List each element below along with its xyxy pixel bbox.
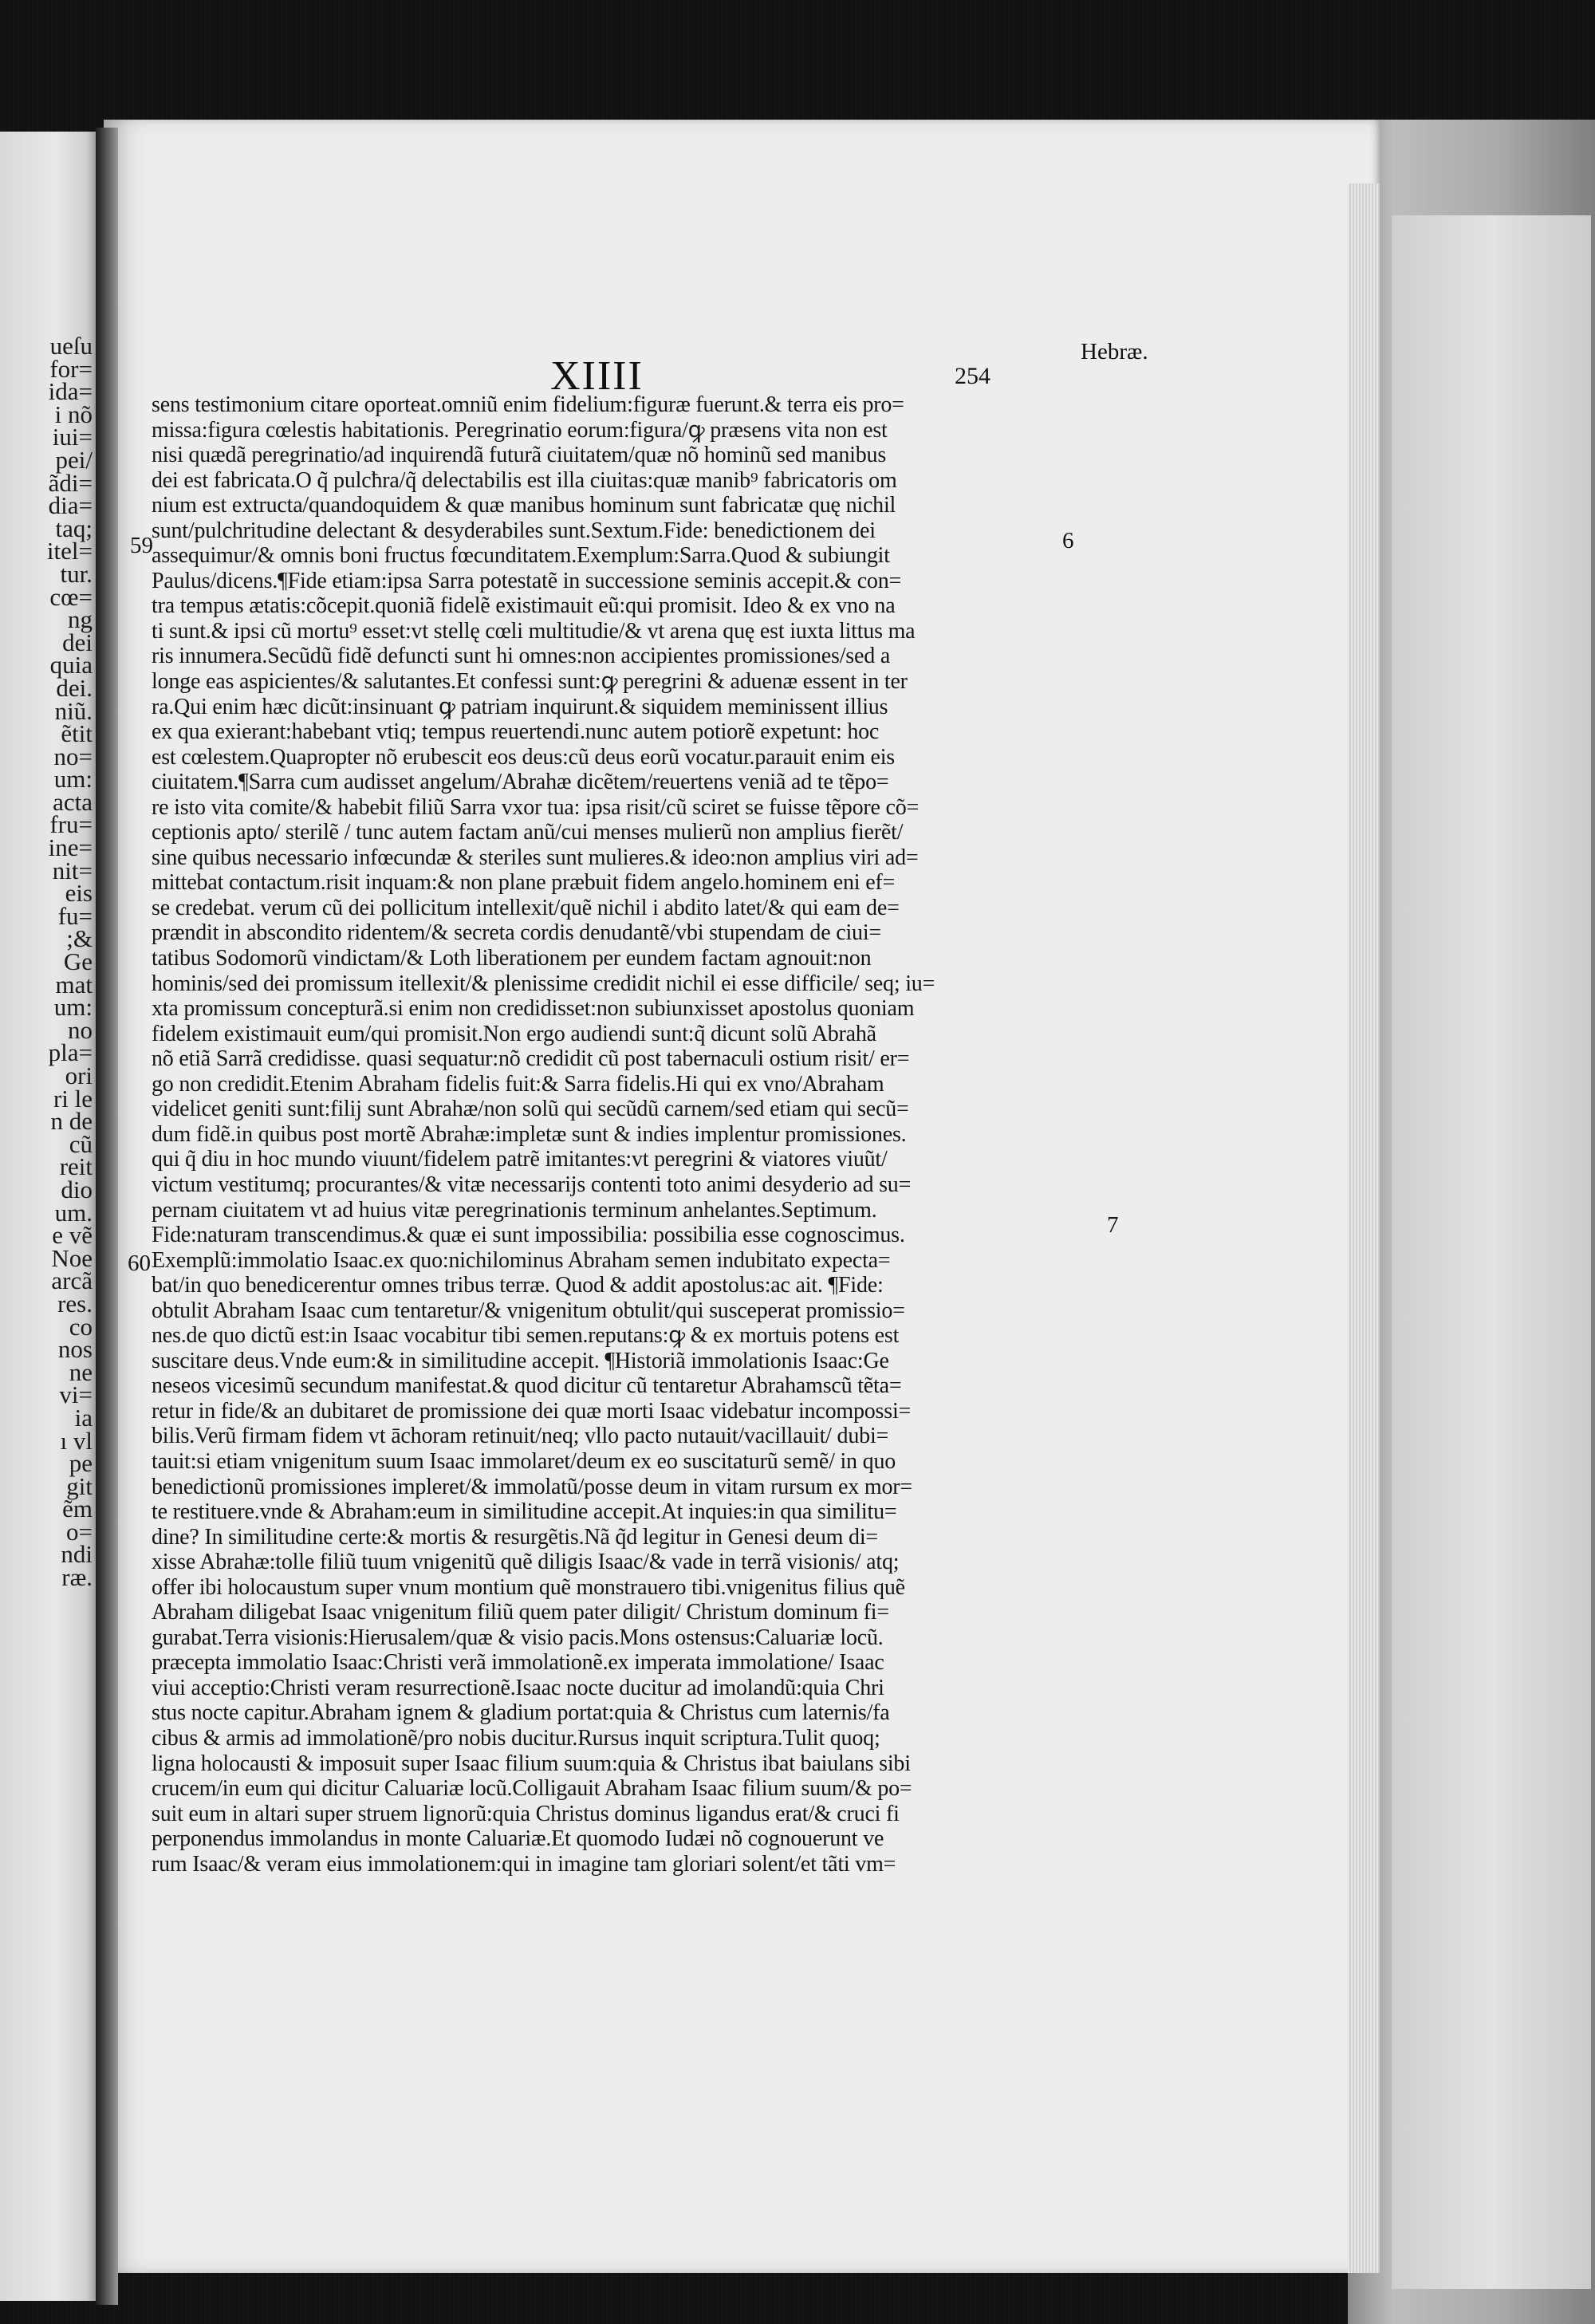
text-line: dine? In similitudine certe:& mortis & resurgẽtis.Nã q̃d legitur in Genesi deum di= <box>152 1524 879 1550</box>
text-line: victum vestitumq; procurantes/& vitæ necessarijs contenti toto animi desyderio ad su= <box>152 1172 912 1197</box>
text-line: crucem/in eum qui dicitur Caluariæ locũ.Colligauit Abraham Isaac filium suum/& po= <box>152 1776 912 1802</box>
text-line: mittebat contactum.risit inquam:& non plane præbuit fidem angelo.hominem eni ef= <box>152 870 896 896</box>
previous-page-fragment: n de <box>50 1107 93 1136</box>
margin-number-right-bottom: 7 <box>1107 1212 1119 1238</box>
text-line: suscitare deus.Vnde eum:& in similitudine accepit. ¶Historiã immolationis Isaac:Ge <box>152 1348 889 1373</box>
text-line: tra tempus ætatis:cõcepit.quoniã fidelẽ existimauit eũ:qui promisit. Ideo & ex vno na <box>152 593 896 619</box>
previous-page-fragment: iui= <box>52 423 93 451</box>
previous-page-fragment: reit <box>59 1152 93 1181</box>
text-line: suit eum in altari super struem lignorũ:quia Christus dominus ligandus erat/& cruci fi <box>152 1801 900 1826</box>
previous-page-fragment: ;& <box>66 924 93 953</box>
text-line: sunt/pulchritudine delectant & desyderabiles sunt.Sextum.Fide: benedictionem dei <box>152 518 876 543</box>
text-line: videlicet geniti sunt:filij sunt Abrahæ/non solũ qui secũdũ carnem/sed etiam qui secũ= <box>152 1097 909 1122</box>
text-line: nes.de quo dictũ est:in Isaac vocabitur tibi semen.reputans:ꝙ & ex mortuis potens est <box>152 1323 900 1349</box>
previous-page-fragment: co <box>69 1312 93 1341</box>
previous-page-fragment: ne <box>69 1357 93 1386</box>
previous-page-fragment: ãdi= <box>48 468 93 497</box>
text-line: ris innumera.Secũdũ fidẽ defuncti sunt hi omnes:non accipientes promissiones/sed a <box>152 644 891 669</box>
page-stack-edges <box>1348 183 1380 2273</box>
text-line: bat/in quo benedicerentur omnes tribus terræ. Quod & addit apostolus:ac ait. ¶Fide: <box>152 1273 884 1298</box>
text-line: hominis/sed dei promissum itellexit/& plenissime credidit nichil ei esse difficile/ seq; iu= <box>152 971 935 996</box>
text-line: gurabat.Terra visionis:Hierusalem/quæ & visio pacis.Mons ostensus:Caluariæ locũ. <box>152 1625 884 1650</box>
text-line: benedictionũ promissiones impleret/& immolatũ/posse deum in vitam rursum ex mor= <box>152 1474 912 1499</box>
text-line: tatibus Sodomorũ vindictam/& Loth liberationem per eundem factam agnouit:non <box>152 946 872 971</box>
text-line: re isto vita comite/& habebit filiũ Sarra vxor tua: ipsa risit/cũ sciret se fuisse tẽpore cõ= <box>152 794 920 820</box>
previous-page-fragment: um. <box>54 1198 93 1227</box>
previous-page-fragment: ræ. <box>61 1563 93 1592</box>
text-line: tauit:si etiam vnigenitum suum Isaac immolaret/deum ex eo suscitaturũ semẽ/ in quo <box>152 1448 896 1474</box>
previous-page-fragment: arcã <box>51 1266 93 1295</box>
previous-page-fragment: pei/ <box>55 445 93 474</box>
text-line: retur in fide/& an dubitaret de promissione dei quæ morti Isaac videbatur incompossi= <box>152 1398 912 1424</box>
text-line: pernam ciuitatem vt ad huius vitæ peregrinationis terminum anhelantes.Septimum. <box>152 1197 877 1223</box>
previous-page-fragment: ia <box>74 1403 93 1432</box>
previous-page-fragment: dei <box>62 628 93 656</box>
text-line: nõ etiã Sarrã credidisse. quasi sequatur:nõ credidit cũ post tabernaculi ostium risit/ er= <box>152 1046 910 1072</box>
previous-page-fragment: ida= <box>48 377 93 406</box>
text-line: ceptionis apto/ sterilẽ / tunc autem factam anũ/cui menses mulierũ non amplius fierẽt/ <box>152 820 904 845</box>
previous-page-fragment: o= <box>66 1517 93 1546</box>
text-line: missa:figura cœlestis habitationis. Peregrinatio eorum:figura/ꝙ præsens vita non est <box>152 417 888 443</box>
text-line: dei est fabricata.O q̃ pulcħra/q̃ delectabilis est illa ciuitas:quæ manib⁹ fabricatoris om <box>152 467 897 493</box>
previous-page-text-fragments <box>0 332 96 1592</box>
text-line: ra.Qui enim hæc dicũt:insinuant ꝙ patriam inquirunt.& siquidem meminissent illius <box>152 694 888 719</box>
text-line: est cœlestem.Quapropter nõ erubescit eos deus:cũ deus eorũ vocatur.parauit enim eis <box>152 744 895 770</box>
previous-page-fragment: um: <box>53 765 93 794</box>
text-line: perponendus immolandus in monte Caluariæ.Et quomodo Iudæi nõ cognouerunt ve <box>152 1826 884 1852</box>
previous-page-fragment: um: <box>53 993 93 1022</box>
previous-page-fragment: ẽm <box>62 1495 93 1523</box>
previous-page-fragment: mat <box>55 970 93 999</box>
text-line: longe eas aspicientes/& salutantes.Et confessi sunt:ꝙ peregrini & aduenæ essent in ter <box>152 669 908 695</box>
previous-page-fragment: no= <box>53 742 93 770</box>
previous-page-fragment: ueſu <box>49 332 93 360</box>
text-line: offer ibi holocaustum super vnum montium quẽ monstrauero tibi.vnigenitus filius quẽ <box>152 1574 905 1600</box>
previous-page-fragment: ı vl <box>60 1426 93 1455</box>
folio-numeral: XIIII <box>550 353 644 399</box>
text-line: ligna holocausti & imposuit super Isaac filium suum:quia & Christus ibat baiulans sibi <box>152 1751 911 1776</box>
page-number: 254 <box>955 363 990 389</box>
previous-page-fragment: dio <box>61 1175 93 1203</box>
text-line: dum fidẽ.in quibus post mortẽ Abrahæ:impletæ sunt & indies implentur promissiones. <box>152 1121 907 1147</box>
text-line: qui q̃ diu in hoc mundo viuunt/fidelem patrẽ imitantes:vt peregrini & viatores viuũt/ <box>152 1147 888 1172</box>
text-line: fidelem existimauit eum/qui promisit.Non ergo audiendi sunt:q̃ dicunt solũ Abrahã <box>152 1021 876 1046</box>
text-line: sens testimonium citare oporteat.omniũ enim fidelium:figuræ fuerunt.& terra eis pro= <box>152 392 904 417</box>
text-line: sine quibus necessario infœcundæ & steriles sunt mulieres.& ideo:non amplius viri ad= <box>152 845 919 870</box>
text-line: se credebat. verum cũ dei pollicitum intellexit/quẽ nichil i abdito latet/& qui eam de= <box>152 895 900 920</box>
previous-page-fragment: pe <box>69 1449 93 1478</box>
previous-page-fragment: taq; <box>55 514 93 542</box>
margin-number-left-bottom: 60 <box>128 1251 151 1276</box>
previous-page-fragment: ine= <box>48 833 93 862</box>
text-line: xisse Abrahæ:tolle filiũ tuum vnigenitũ quẽ diligis Isaac/& vade in terrã visionis/ atq; <box>152 1550 900 1575</box>
text-line: ex qua exierant:habebant vtiq; tempus reuertendi.nunc autem potiorẽ expetunt: hoc <box>152 719 880 745</box>
previous-page-fragment: fru= <box>49 810 93 839</box>
previous-page-fragment: itel= <box>46 537 93 565</box>
previous-page-fragment: fu= <box>57 901 93 930</box>
previous-page-fragment: i nõ <box>54 400 93 428</box>
text-line: Paulus/dicens.¶Fide etiam:ipsa Sarra potestatẽ in successione seminis accepit.& con= <box>152 568 902 593</box>
text-line: Fide:naturam transcendimus.& quæ ei sunt impossibilia: possibilia esse cognoscimus. <box>152 1223 905 1248</box>
text-line: xta promissum concepturã.si enim non credidisset:non subiunxisset apostolus quoniam <box>152 996 915 1022</box>
previous-page-fragment: cũ <box>69 1129 93 1158</box>
margin-number-left-top: 59 <box>130 533 153 558</box>
previous-page-fragment: ẽtit <box>61 719 93 748</box>
running-head: Hebræ. <box>1081 339 1148 364</box>
previous-page-fragment: ri le <box>53 1084 93 1113</box>
previous-page-fragment: quia <box>49 651 93 679</box>
previous-page-fragment: git <box>66 1471 93 1500</box>
text-line: go non credidit.Etenim Abraham fidelis fuit:& Sarra fidelis.Hi qui ex vno/Abraham <box>152 1071 884 1097</box>
text-line: neseos vicesimũ secundum manifestat.& quod dicitur cũ tentaretur Abrahamscũ tẽta= <box>152 1373 902 1399</box>
text-line: te restituere.vnde & Abraham:eum in similitudine accepit.At inquies:in qua similitu= <box>152 1499 897 1525</box>
text-line: cibus & armis ad immolationẽ/pro nobis ducitur.Rursus inquit scriptura.Tulit quoq; <box>152 1725 880 1751</box>
previous-page-fragment: niũ. <box>54 696 93 725</box>
margin-number-right-top: 6 <box>1062 528 1074 553</box>
previous-page-fragment: dei. <box>56 673 93 702</box>
text-line: stus nocte capitur.Abraham ignem & gladium portat:quia & Christus cum laternis/fa <box>152 1700 890 1726</box>
previous-page-fragment: acta <box>53 787 93 816</box>
previous-page-fragment: pla= <box>48 1038 93 1067</box>
text-line: nium est extructa/quandoquidem & quæ manibus hominum sunt fabricatæ quę nichil <box>152 493 896 518</box>
previous-page-fragment: no <box>68 1015 93 1044</box>
binding-gutter <box>96 128 118 2305</box>
text-line: nisi quædã peregrinatio/ad inquirendã futurã ciuitatem/quæ nõ hominũ sed manibus <box>152 443 887 468</box>
previous-page-fragment: nit= <box>52 856 93 884</box>
previous-page-fragment: nos <box>57 1335 93 1364</box>
text-line: viui acceptio:Christi veram resurrectionẽ.Isaac nocte ducitur ad imolandũ:quia Chri <box>152 1675 884 1700</box>
previous-page-fragment: cœ= <box>49 582 93 611</box>
previous-page-fragment: Noe <box>51 1243 93 1272</box>
previous-page-fragment: tur. <box>60 559 93 588</box>
text-line: Abraham diligebat Isaac vnigenitum filiũ quem pater diligit/ Christum dominum fi= <box>152 1600 889 1625</box>
body-text <box>152 392 1069 1877</box>
text-line: ti sunt.& ipsi cũ mortu⁹ esset:vt stellę cœli multitudie/& vt arena quę est iuxta littus ma <box>152 618 916 644</box>
text-line: rum Isaac/& veram eius immolationem:qui in imagine tam gloriari solent/et tãti vm= <box>152 1851 896 1877</box>
previous-page-fragment: e vẽ <box>52 1221 93 1250</box>
previous-page-fragment: Ge <box>63 947 93 976</box>
text-line: obtulit Abraham Isaac cum tentaretur/& vnigenitum obtulit/qui susceperat promissio= <box>152 1298 905 1323</box>
text-line: prændit in abscondito ridentem/& secreta cordis denudantẽ/vbi stupendam de ciui= <box>152 920 882 946</box>
previous-page-fragment: res. <box>57 1289 93 1318</box>
previous-page-fragment: ori <box>65 1062 93 1089</box>
text-line: assequimur/& omnis boni fructus fœcunditatem.Exemplum:Sarra.Quod & subiungit <box>152 543 890 569</box>
text-line: bilis.Verũ firmam fidem vt āchoram retinuit/neq; vllo pacto nutauit/vacillauit/ dubi= <box>152 1424 889 1449</box>
previous-page-fragment: ng <box>68 605 93 634</box>
previous-page-fragment: eis <box>65 879 93 908</box>
book-cover-inner <box>1392 215 1591 2289</box>
previous-page-fragment: for= <box>49 354 93 383</box>
previous-page-fragment: vi= <box>59 1381 93 1409</box>
previous-page-edge <box>0 132 102 2301</box>
text-line: Exemplũ:immolatio Isaac.ex quo:nichilominus Abraham semen indubitato expecta= <box>152 1247 891 1273</box>
text-line: præcepta immolatio Isaac:Christi verã immolationẽ.ex imperata immolatione/ Isaac <box>152 1650 884 1676</box>
text-line: ciuitatem.¶Sarra cum audisset angelum/Abrahæ dicẽtem/reuertens veniã ad te tẽpo= <box>152 770 889 795</box>
previous-page-fragment: ndi <box>61 1540 93 1569</box>
previous-page-fragment: dia= <box>48 491 93 520</box>
